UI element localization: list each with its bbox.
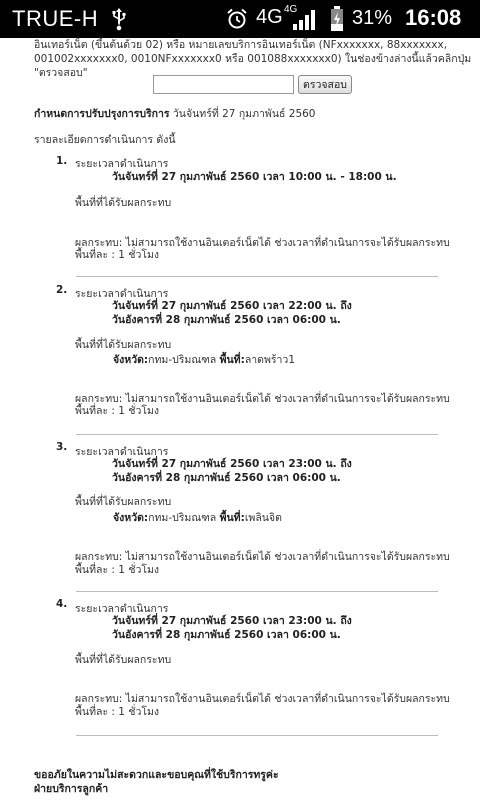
network-type-small: 4G <box>284 4 298 15</box>
apology-text: ขออภัยในความไม่สะดวกและขอบคุณที่ใช้บริการทรูค่ะ <box>34 769 279 781</box>
period-label: ระยะเวลาดำเนินการ <box>75 446 169 458</box>
affected-area-label: พื้นที่ที่ได้รับผลกระทบ <box>75 654 172 666</box>
impact-text: ผลกระทบ: ไม่สามารถใช้งานอินเตอร์เน็ตได้ ช่วงเวลาที่ดำเนินการจะได้รับผลกระทบ <box>75 693 450 705</box>
item-number: 2. <box>56 284 68 296</box>
area-name-label: พื้นที่: <box>219 354 245 366</box>
intro-line: อินเทอร์เน็ต (ขึ้นต้นด้วย 02) หรือ หมายเลขบริการอินเทอร์เน็ต (NFxxxxxxx, 88xxxxxxx, <box>34 39 448 51</box>
signature-text: ฝ่ายบริการลูกค้า <box>34 783 109 795</box>
period-date: วันจันทร์ที่ 27 กุมภาพันธ์ 2560 เวลา 22:00 น. ถึง <box>112 300 352 312</box>
item-number: 4. <box>56 598 68 610</box>
impact-text: ผลกระทบ: ไม่สามารถใช้งานอินเตอร์เน็ตได้ ช่วงเวลาที่ดำเนินการจะได้รับผลกระทบ <box>75 393 450 405</box>
duration-text: พื้นที่ละ : 1 ชั่วโมง <box>75 706 160 718</box>
province-value: กทม-ปริมณฑล <box>148 354 217 366</box>
period-date: วันจันทร์ที่ 27 กุมภาพันธ์ 2560 เวลา 23:00 น. ถึง <box>112 458 352 470</box>
schedule-date: วันจันทร์ที่ 27 กุมภาพันธ์ 2560 <box>172 108 316 120</box>
duration-text: พื้นที่ละ : 1 ชั่วโมง <box>75 405 160 417</box>
item-number: 3. <box>56 441 68 453</box>
affected-area-label: พื้นที่ที่ได้รับผลกระทบ <box>75 496 172 508</box>
usb-icon <box>110 7 128 31</box>
period-label: ระยะเวลาดำเนินการ <box>75 603 169 615</box>
period-date: วันจันทร์ที่ 27 กุมภาพันธ์ 2560 เวลา 23:00 น. ถึง <box>112 615 352 627</box>
affected-area-label: พื้นที่ที่ได้รับผลกระทบ <box>75 339 172 351</box>
affected-area <box>113 509 282 526</box>
period-date: วันอังคารที่ 28 กุมภาพันธ์ 2560 เวลา 06:00 น. <box>112 314 341 326</box>
area-name-value: เพลินจิต <box>244 512 282 524</box>
province-label: จังหวัด: <box>113 512 149 524</box>
search-row <box>0 75 480 97</box>
period-label: ระยะเวลาดำเนินการ <box>75 288 169 300</box>
intro-line: 001002xxxxxxx0, 0010NFxxxxxxx0 หรือ 001088xxxxxxx0) ในช่องข้างล่างนี้แล้วคลิกปุ่ม "ตรวจสอบ" <box>34 53 472 79</box>
period-label: ระยะเวลาดำเนินการ <box>75 158 169 170</box>
battery-percent: 31% <box>352 7 393 29</box>
clock-time: 16:08 <box>405 5 462 30</box>
province-label: จังหวัด: <box>113 354 149 366</box>
network-type: 4G <box>256 6 283 28</box>
search-input[interactable] <box>153 75 294 94</box>
check-button[interactable]: ตรวจสอบ <box>298 75 352 94</box>
intro-text <box>34 38 474 80</box>
schedule-line <box>34 107 316 121</box>
area-name-label: พื้นที่: <box>219 512 245 524</box>
period-date: วันอังคารที่ 28 กุมภาพันธ์ 2560 เวลา 06:00 น. <box>112 629 341 641</box>
signal-icon <box>292 8 320 30</box>
schedule-label: กำหนดการปรับปรุงการบริการ <box>34 108 170 120</box>
carrier-name: TRUE-H <box>12 6 99 31</box>
impact-text: ผลกระทบ: ไม่สามารถใช้งานอินเตอร์เน็ตได้ ช่วงเวลาที่ดำเนินการจะได้รับผลกระทบ <box>75 551 450 563</box>
item-divider <box>76 591 438 592</box>
period-date: วันจันทร์ที่ 27 กุมภาพันธ์ 2560 เวลา 10:00 น. - 18:00 น. <box>112 171 397 183</box>
province-value: กทม-ปริมณฑล <box>148 512 217 524</box>
details-heading: รายละเอียดการดำเนินการ ดังนี้ <box>34 134 176 146</box>
alarm-icon <box>226 8 248 30</box>
battery-icon <box>330 6 344 32</box>
duration-text: พื้นที่ละ : 1 ชั่วโมง <box>75 564 160 576</box>
item-divider <box>76 434 438 435</box>
area-name-value: ลาดพร้าว1 <box>244 354 295 366</box>
affected-area-label: พื้นที่ที่ได้รับผลกระทบ <box>75 197 172 209</box>
duration-text: พื้นที่ละ : 1 ชั่วโมง <box>75 249 160 261</box>
affected-area <box>113 351 295 368</box>
item-divider <box>76 735 438 736</box>
period-date: วันอังคารที่ 28 กุมภาพันธ์ 2560 เวลา 06:00 น. <box>112 472 341 484</box>
impact-text: ผลกระทบ: ไม่สามารถใช้งานอินเตอร์เน็ตได้ ช่วงเวลาที่ดำเนินการจะได้รับผลกระทบ <box>75 237 450 249</box>
item-number: 1. <box>56 155 68 167</box>
status-bar <box>0 0 480 38</box>
page-content <box>0 38 480 800</box>
item-divider <box>76 276 438 277</box>
